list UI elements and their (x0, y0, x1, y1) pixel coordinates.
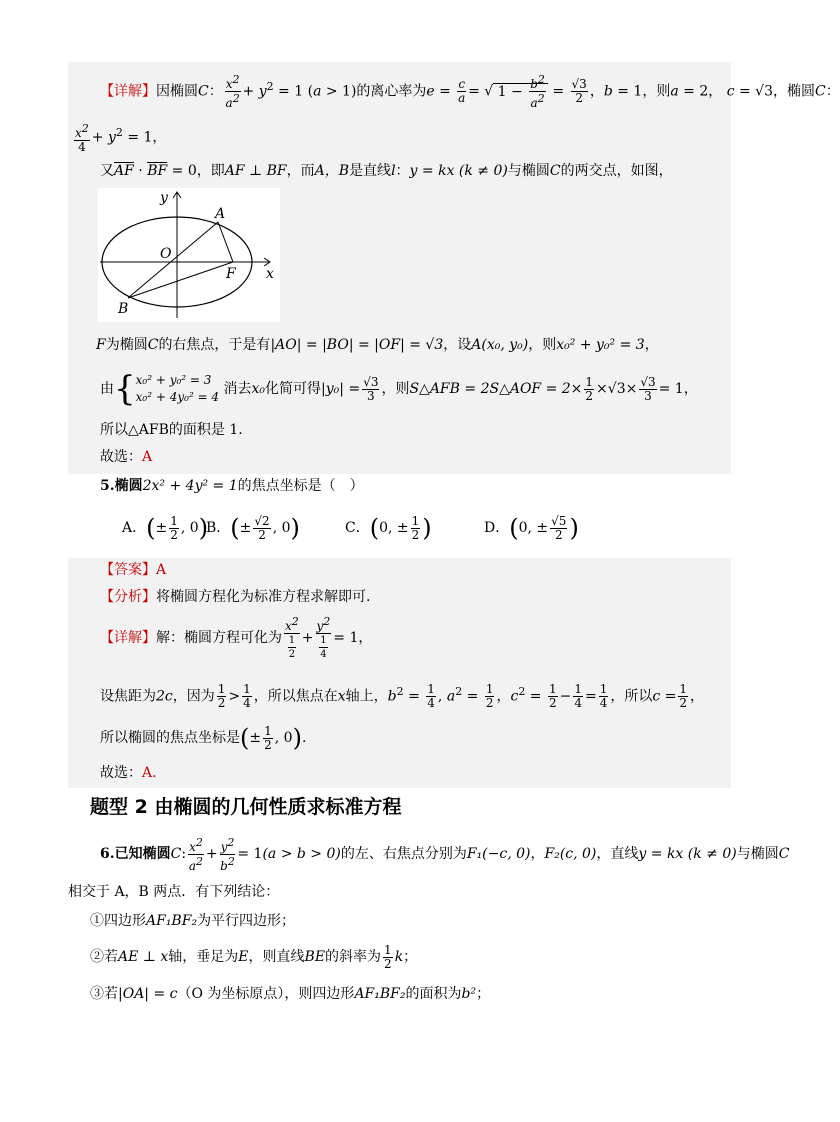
q5-analysis: 【分析】将椭圆方程化为标准方程求解即可. (100, 589, 371, 605)
q5-option-b[interactable]: B．(± $\frac{√2}{2}$ , 0) (206, 513, 300, 542)
detail-line-5: 由{ x₀² + y₀² = 3 x₀² + 4y₀² = 4 消去x₀化简可得|y₀| = $\frac{√3}{3}$ ，则S△AFB = 2S△AOF = 2× $\frac{1}{2}$ ×√3× $\frac{√3}{3}$ = 1， (100, 369, 698, 409)
detail-line-2: $\frac{x^2}{4}$ + $y^2 = 1$， (75, 121, 167, 154)
q5-answer: 【答案】A (100, 562, 167, 578)
detail-line-6: 所以△AFB的面积是 1. (100, 422, 243, 438)
q5-detail-3: 所以椭圆的焦点坐标是(± $\frac{1}{2}$ , 0). (100, 723, 307, 752)
q6-conclusion-3: ③若|OA| = c（O 为坐标原点），则四边形AF₁BF₂的面积为b²； (90, 986, 491, 1002)
q5-detail-1: 【详解】解：椭圆方程可化为 $\frac{x^2}{\frac{1}{2}}$ + $\frac{y^2}{\frac{1}{4}}$ = 1， (100, 615, 373, 660)
q6-stem-2: 相交于 A，B 两点．有下列结论： (68, 884, 280, 900)
q5-detail-2: 设焦距为2c，因为 $\frac{1}{2}$ > $\frac{1}{4}$ ，所以焦点在x轴上，$b^2$ = $\frac{1}{4}$ , $a^2$ = $\frac{1}{2}$ ，$c^2$ = $\frac{1}{2}$ − $\frac{1}{4}$ = $\frac{1}{4}$ ，所以c = $\frac{1}{2}$ ， (100, 682, 705, 711)
q5-option-d[interactable]: D．(0, ± $\frac{√5}{2}$ ) (484, 513, 579, 542)
detail-tag: 【详解】 (100, 83, 156, 100)
label-x: x (266, 266, 274, 282)
detail-line-7: 故选：A (100, 449, 153, 465)
label-y: y (160, 190, 168, 206)
detail-line-4: F为椭圆C的右焦点，于是有|AO| = |BO| = |OF| = √3，设A(x₀, y₀)，则x₀² + y₀² = 3， (96, 337, 659, 353)
label-O: O (160, 246, 172, 262)
section-title: 题型 2 由椭圆的几何性质求标准方程 (90, 796, 402, 818)
q5-option-c[interactable]: C．(0, ± $\frac{1}{2}$ ) (345, 513, 432, 542)
q5-detail-4: 故选：A. (100, 765, 157, 781)
label-A: A (215, 206, 226, 222)
q6-stem-1: 6.已知椭圆C: $\frac{x^2}{a^2}$ + $\frac{y^2}{b^2}$ = 1(a > b > 0)的左、右焦点分别为F₁(−c, 0)，F₂(c, 0)，直线y = kx (k ≠ 0)与椭圆C (100, 835, 790, 873)
q6-conclusion-1: ①四边形AF₁BF₂为平行四边形； (90, 913, 296, 929)
q6-conclusion-2: ②若AE ⊥ x轴，垂足为E，则直线BE的斜率为 $\frac{1}{2}$ k； (90, 942, 418, 971)
detail-line-1: 【详解】因椭圆C： $\frac{x^2}{a^2}$ + $y^2 = 1$ (a > 1)的离心率为e = $\frac{c}{a}$ = √ 1 − $\frac{b^2}{a^2}$ = $\frac{√3}{2}$ ，b = 1，则a = 2， c = √3，椭圆C： (100, 73, 840, 111)
q5-option-a[interactable]: A．(± $\frac{1}{2}$ , 0) (122, 513, 209, 542)
label-B: B (118, 301, 129, 317)
ellipse-figure (98, 188, 280, 322)
q5-stem: 5.椭圆2x² + 4y² = 1的焦点坐标是（ ） (100, 478, 364, 494)
label-F: F (226, 266, 236, 282)
detail-line-3: 又$\overline{AF} \cdot \overline{BF} = 0$，即AF ⊥ BF，而A，B是直线l：y = kx (k ≠ 0)与椭圆C的两交点，如图， (100, 163, 673, 179)
